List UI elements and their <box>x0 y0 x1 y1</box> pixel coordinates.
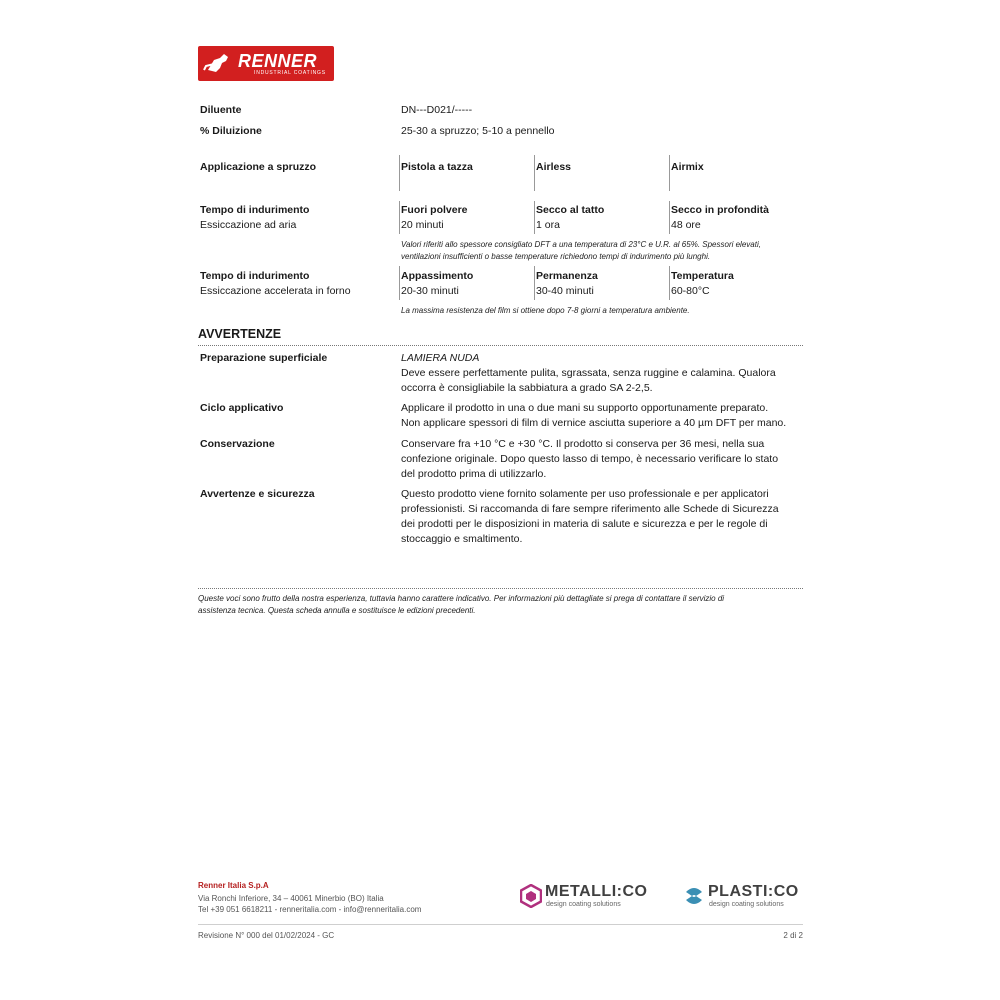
indurimento-aria-note-1: Valori riferiti allo spessore consigliato DFT a una temperatura di 23°C e U.R. al 65%. Spessori elevati, <box>401 240 761 249</box>
permanenza-value: 30-40 minuti <box>536 285 594 297</box>
column-separator <box>669 266 670 300</box>
disclaimer-line-1: Queste voci sono frutto della nostra esperienza, tuttavia hanno carattere indicativo. Per informazioni più dettagliate si prega di contattare il servizio di <box>198 594 725 603</box>
applicazione-label: Applicazione a spruzzo <box>200 161 317 173</box>
logo-name: RENNER <box>238 51 318 71</box>
logo-subtitle: INDUSTRIAL COATINGS <box>254 70 326 76</box>
plastico-name: PLASTI:CO <box>708 883 799 900</box>
preparazione-line-1: Deve essere perfettamente pulita, sgrassata, senza ruggine e calamina. Qualora <box>401 367 776 379</box>
appassimento-value: 20-30 minuti <box>401 285 459 297</box>
metallico-hexagon-icon <box>520 884 542 908</box>
ciclo-line-2: Non applicare spessori di film di vernice asciutta superiore a 40 µm DFT per mano. <box>401 417 787 429</box>
metallico-logo <box>520 882 655 910</box>
disclaimer-divider <box>198 588 803 589</box>
column-separator <box>534 155 535 191</box>
disclaimer-line-2: assistenza tecnica. Questa scheda annulla e sostituisce le edizioni precedenti. <box>198 606 476 615</box>
indurimento-forno-note: La massima resistenza del film si ottiene dopo 7-8 giorni a temperatura ambiente. <box>401 306 690 315</box>
plastico-logo <box>683 882 803 910</box>
indurimento-forno-label: Tempo di indurimento <box>200 270 310 282</box>
secco-profondita-title: Secco in profondità <box>671 204 770 216</box>
revision-info: Revisione N° 000 del 01/02/2024 - GC <box>198 931 335 940</box>
diluizione-label: % Diluizione <box>200 125 262 137</box>
indurimento-aria-sub: Essiccazione ad aria <box>200 219 297 231</box>
fuori-polvere-title: Fuori polvere <box>401 204 468 216</box>
conservazione-label: Conservazione <box>200 438 275 450</box>
column-separator <box>534 266 535 300</box>
metallico-sub: design coating solutions <box>546 901 621 908</box>
preparazione-line-2: occorra è consigliabile la sabbiatura a grado SA 2-2,5. <box>401 382 653 394</box>
ciclo-line-1: Applicare il prodotto in una o due mani su supporto opportunamente preparato. <box>401 402 769 414</box>
sicurezza-line-2: professionisti. Si raccomanda di fare sempre riferimento alle Schede di Sicurezza <box>401 503 779 515</box>
airmix: Airmix <box>671 161 704 173</box>
column-separator <box>399 155 400 191</box>
fuori-polvere-value: 20 minuti <box>401 219 444 231</box>
conservazione-line-1: Conservare fra +10 °C e +30 °C. Il prodotto si conserva per 36 mesi, nella sua <box>401 438 765 450</box>
secco-profondita-value: 48 ore <box>671 219 701 231</box>
column-separator <box>669 155 670 191</box>
sicurezza-label: Avvertenze e sicurezza <box>200 488 315 500</box>
pistola-a-tazza: Pistola a tazza <box>401 161 473 173</box>
column-separator <box>399 266 400 300</box>
footer-address: Via Ronchi Inferiore, 34 – 40061 Minerbio (BO) Italia <box>198 894 384 903</box>
sicurezza-line-4: stoccaggio e smaltimento. <box>401 533 523 545</box>
preparazione-italic: LAMIERA NUDA <box>401 352 480 364</box>
preparazione-label: Preparazione superficiale <box>200 352 328 364</box>
footer-divider <box>198 924 803 925</box>
column-separator <box>669 201 670 234</box>
footer-contact: Tel +39 051 6618211 - renneritalia.com - info@renneritalia.com <box>198 905 422 914</box>
page-number: 2 di 2 <box>783 931 803 940</box>
indurimento-aria-label: Tempo di indurimento <box>200 204 310 216</box>
diluente-label: Diluente <box>200 104 242 116</box>
renner-logo <box>198 46 334 81</box>
section-divider <box>198 345 803 346</box>
plastico-sub: design coating solutions <box>709 901 784 908</box>
permanenza-title: Permanenza <box>536 270 598 282</box>
metallico-name: METALLI:CO <box>545 883 648 900</box>
diluizione-value: 25-30 a spruzzo; 5-10 a pennello <box>401 125 555 137</box>
indurimento-forno-sub: Essiccazione accelerata in forno <box>200 285 351 297</box>
ciclo-label: Ciclo applicativo <box>200 402 284 414</box>
temperatura-title: Temperatura <box>671 270 734 282</box>
conservazione-line-3: del prodotto prima di utilizzarlo. <box>401 468 547 480</box>
secco-tatto-value: 1 ora <box>536 219 560 231</box>
appassimento-title: Appassimento <box>401 270 474 282</box>
conservazione-line-2: confezione originale. Dopo questo lasso di tempo, è necessario verificare lo stato <box>401 453 779 465</box>
indurimento-aria-note-2: ventilazioni insufficienti o basse temperature richiedono tempi di indurimento più lunghi. <box>401 252 711 261</box>
diluente-value: DN---D021/----- <box>401 104 473 116</box>
temperatura-value: 60-80°C <box>671 285 710 297</box>
secco-tatto-title: Secco al tatto <box>536 204 605 216</box>
column-separator <box>399 201 400 234</box>
airless: Airless <box>536 161 572 173</box>
sicurezza-line-1: Questo prodotto viene fornito solamente per uso professionale e per applicatori <box>401 488 769 500</box>
footer-company: Renner Italia S.p.A <box>198 881 269 890</box>
avvertenze-heading: AVVERTENZE <box>198 327 282 341</box>
plastico-wave-icon <box>683 884 705 908</box>
sicurezza-line-3: dei prodotti per le disposizioni in materia di salute e sicurezza e per le regole di <box>401 518 768 530</box>
column-separator <box>534 201 535 234</box>
